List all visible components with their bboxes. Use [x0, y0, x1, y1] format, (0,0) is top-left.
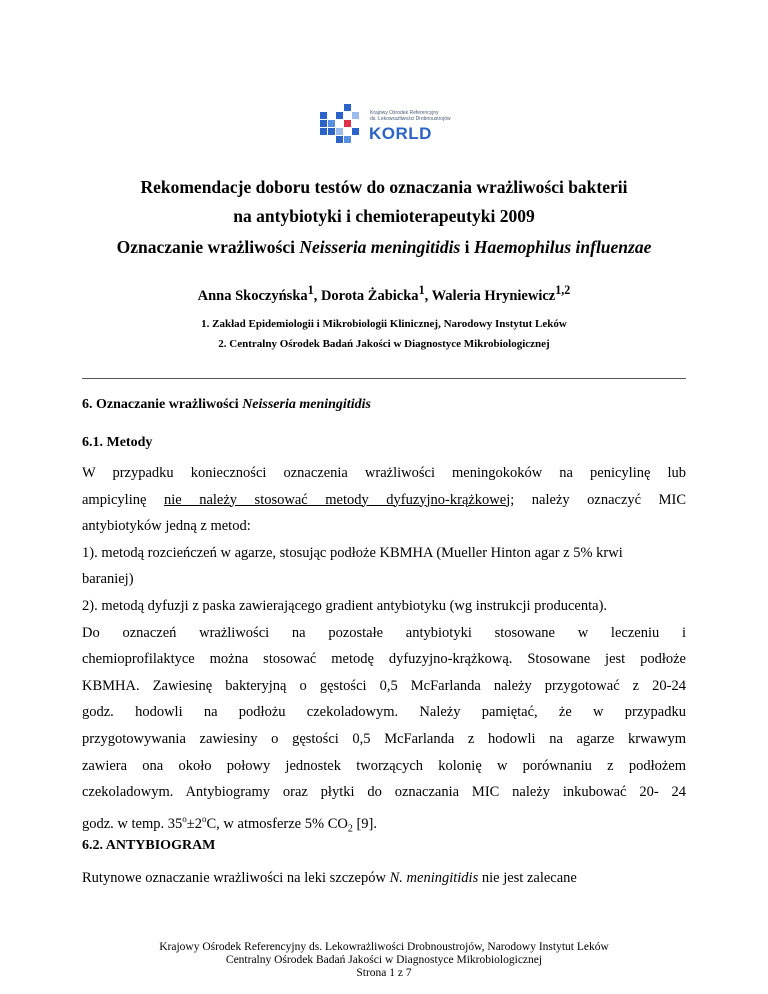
list-item-1: 1). metodą rozcieńczeń w agarze, stosując podłoże KBMHA (Mueller Hinton agar z 5% krwi — [82, 544, 623, 561]
methods-text — [82, 460, 686, 843]
title3-species1: Neisseria meningitidis — [299, 237, 461, 257]
title-line2: na antybiotyki i chemioterapeutyki 2009 — [233, 206, 535, 226]
co2-sub: 2 — [347, 823, 353, 835]
authors — [0, 283, 768, 305]
text-span: ampicylinę — [82, 491, 164, 508]
text-span: godz. w temp. 35 — [82, 815, 183, 832]
text-line: KBMHA. Zawiesinę bakteryjną o gęstości 0,5 McFarlanda należy przygotować z 20-24 — [82, 677, 686, 694]
text-span: ; należy oznaczyć MIC — [510, 491, 687, 508]
title3-species2: Haemophilus influenzae — [473, 237, 652, 257]
text-line: Do oznaczeń wrażliwości na pozostałe antybiotyki stosowane w leczeniu i — [82, 624, 686, 641]
section-heading — [82, 397, 371, 413]
author-1-sup: 1 — [307, 283, 314, 297]
author-3: Waleria Hryniewicz — [431, 287, 556, 304]
text-span: ±2 — [186, 815, 202, 832]
routine-note — [82, 870, 577, 887]
affiliation-1: 1. Zakład Epidemiologii i Mikrobiologii Klinicznej, Narodowy Instytut Leków — [201, 318, 567, 330]
affiliation-2: 2. Centralny Ośrodek Badań Jakości w Diagnostyce Mikrobiologicznej — [218, 338, 550, 350]
author-3-sup: 1,2 — [555, 283, 571, 297]
author-2-sup: 1 — [418, 283, 425, 297]
text-line: czekoladowym. Antybiogramy oraz płytki do oznaczania MIC należy inkubować 20- 24 — [82, 784, 686, 801]
text-span: C, w atmosferze 5% CO — [206, 815, 348, 832]
text-line: antybiotyków jedną z metod: — [82, 518, 251, 535]
degree-sup: o — [182, 813, 187, 824]
list-item-2: 2). metodą dyfuzji z paska zawierającego gradient antybiotyku (wg instrukcji producenta). — [82, 597, 608, 614]
footer-line2: Centralny Ośrodek Badań Jakości w Diagnostyce Mikrobiologicznej — [225, 954, 543, 966]
text-line: zawiera ona około połowy jednostek tworzących kolonię w porównaniu z podłożem — [82, 757, 686, 774]
title-line3 — [0, 237, 768, 258]
subsection-6-1: 6.1. Metody — [82, 435, 153, 450]
text-line: chemioprofilaktyce można stosować metodę dyfuzyjno-krążkową. Stosowane jest podłoże — [82, 651, 686, 668]
page-number: Strona 1 z 7 — [356, 967, 412, 979]
text-span: [9]. — [352, 815, 378, 832]
text-span: Rutynowe oznaczanie wrażliwości na leki szczepów — [82, 870, 390, 886]
title3-mid: i — [460, 237, 474, 257]
title3-prefix: Oznaczanie wrażliwości — [116, 237, 300, 257]
author-2: Dorota Żabicka — [320, 287, 419, 304]
divider — [82, 378, 686, 379]
logo-line2: ds. Lekowrażliwości Drobnoustrojów — [370, 116, 451, 122]
species-name: N. meningitidis — [389, 870, 479, 886]
subsection-6-2: 6.2. ANTYBIOGRAM — [82, 838, 216, 853]
text-line: przygotowywania zawiesiny o gęstości 0,5 McFarlanda z hodowli na agarze krwawym — [82, 730, 686, 747]
section-heading-species: Neisseria meningitidis — [242, 397, 371, 412]
text-line: W przypadku konieczności oznaczenia wrażliwości meningokoków na penicylinę lub — [82, 465, 686, 481]
korld-logo — [318, 92, 468, 152]
logo-line1: Krajowy Ośrodek Referencyjny — [370, 110, 439, 116]
text-line: godz. hodowli na podłożu czekoladowym. Należy pamiętać, że w przypadku — [82, 704, 686, 721]
title-line1: Rekomendacje doboru testów do oznaczania wrażliwości bakterii — [140, 177, 628, 197]
author-sep: , — [424, 287, 432, 304]
text-span: nie jest zalecane — [478, 870, 577, 886]
author-sep: , — [313, 287, 321, 304]
section-heading-prefix: 6. Oznaczanie wrażliwości — [82, 397, 243, 412]
page-footer — [0, 941, 768, 980]
footer-line1: Krajowy Ośrodek Referencyjny ds. Lekowrażliwości Drobnoustrojów, Narodowy Instytut Leków — [159, 941, 609, 953]
underlined-warning: nie należy stosować metody dyfuzyjno-krążkowej — [163, 491, 511, 508]
logo-name: KORLD — [369, 124, 432, 143]
logo-mosaic-icon — [318, 104, 366, 148]
author-1: Anna Skoczyńska — [197, 287, 308, 304]
degree-sup: o — [202, 813, 207, 824]
list-item-1-cont: baraniej) — [82, 571, 134, 588]
text-line — [82, 487, 686, 514]
